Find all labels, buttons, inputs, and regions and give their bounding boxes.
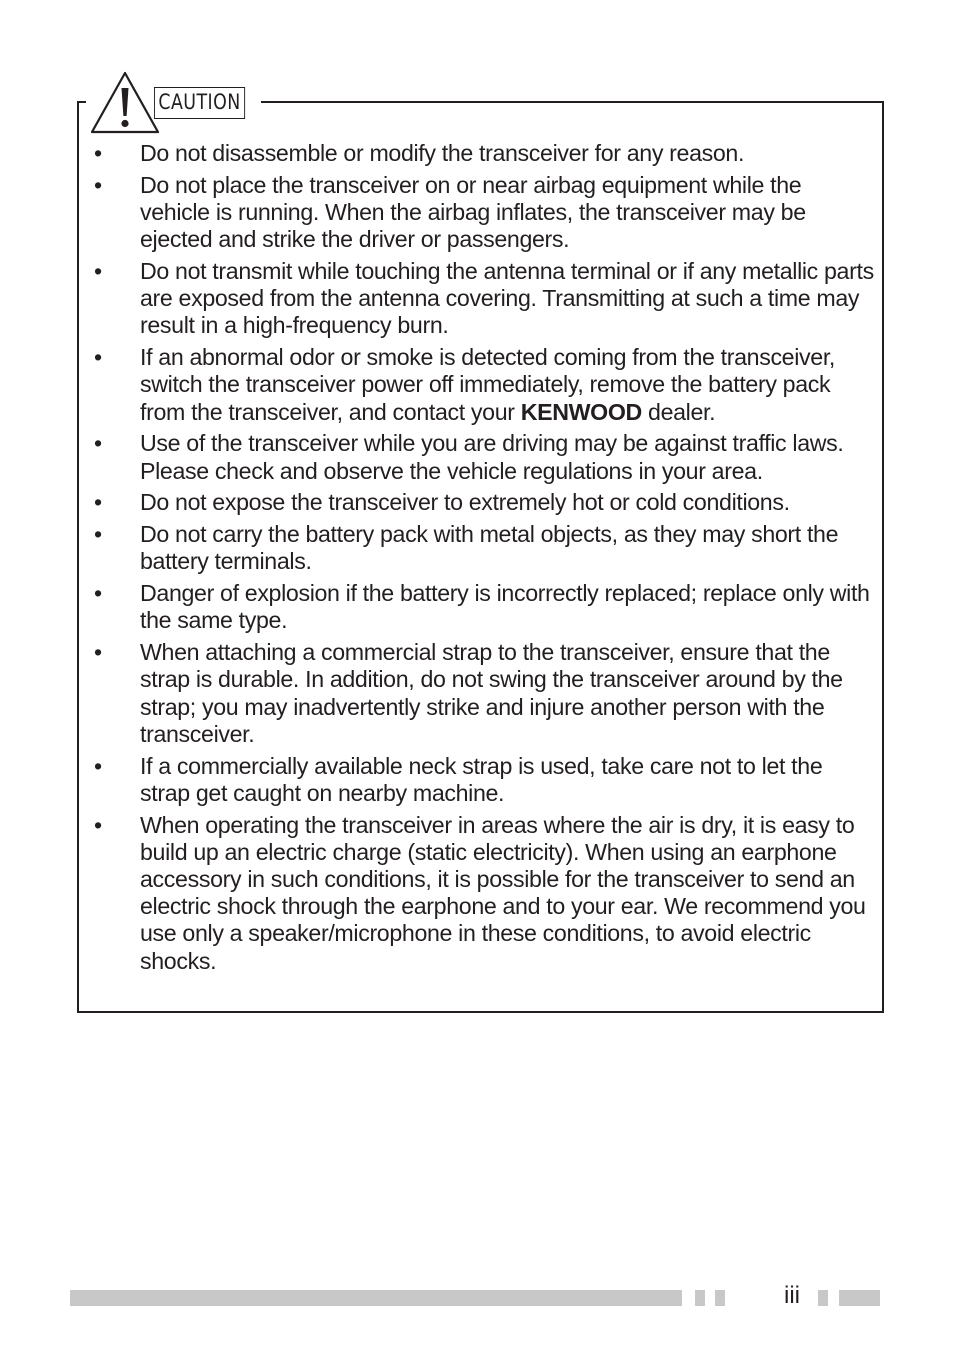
bullet-icon: • <box>94 344 102 371</box>
caution-item <box>94 430 874 484</box>
bullet-icon: • <box>94 521 102 548</box>
caution-item <box>94 639 874 748</box>
caution-item <box>94 812 874 975</box>
bullet-icon: • <box>94 811 102 838</box>
caution-item-text: If a commercially available neck strap is used, take care not to let the strap get caught on nearby machine. <box>140 752 823 806</box>
caution-item <box>94 521 874 575</box>
bullet-icon: • <box>94 140 102 166</box>
footer-bar-square <box>715 1290 725 1306</box>
caution-item-text-before: If an abnormal odor or smoke is detected coming from the transceiver, switch the transceiver power off immediately, remove the battery pack from the transceiver, and contact your <box>140 344 836 425</box>
bullet-icon: • <box>94 430 102 457</box>
bullet-icon: • <box>94 580 102 607</box>
caution-item-text: Do not carry the battery pack with metal objects, as they may short the battery terminals. <box>140 521 839 575</box>
caution-item <box>94 489 874 516</box>
caution-header <box>86 70 261 136</box>
caution-item-text <box>140 344 835 424</box>
caution-item-text: When attaching a commercial strap to the transceiver, ensure that the strap is durable. In addition, do not swing the transceiver around by the strap; you may inadvertently strike and injure another person with the transceiver. <box>140 639 843 747</box>
warning-triangle-icon <box>90 70 160 136</box>
bullet-icon: • <box>94 489 102 516</box>
caution-item <box>94 344 874 426</box>
caution-item-text: When operating the transceiver in areas where the air is dry, it is easy to build up an electric charge (static electricity). When using an earphone accessory in such conditions, it is possible for the transceiver to send an electric shock through the earphone and to your ear. We recommend you use only a speaker/microphone in these conditions, to avoid electric shocks. <box>140 811 866 974</box>
footer-bar-long <box>70 1290 682 1306</box>
bullet-icon: • <box>94 258 102 284</box>
caution-item-text: Do not place the transceiver on or near airbag equipment while the vehicle is running. When the airbag inflates, the transceiver may be ejected and strike the driver or passengers. <box>140 171 806 253</box>
caution-item <box>94 140 874 167</box>
caution-item-text: Do not expose the transceiver to extremely hot or cold conditions. <box>140 489 790 516</box>
footer-bar-short <box>839 1290 880 1306</box>
caution-label: CAUTION <box>154 87 245 119</box>
footer-bar-square <box>695 1290 705 1306</box>
caution-item <box>94 172 874 254</box>
caution-item <box>94 580 874 634</box>
bullet-icon: • <box>94 752 102 779</box>
caution-item-text: Danger of explosion if the battery is incorrectly replaced; replace only with the same type. <box>140 580 870 634</box>
bullet-icon: • <box>94 639 102 666</box>
caution-item-text: Do not transmit while touching the antenna terminal or if any metallic parts are exposed from the antenna covering. Transmitting at such a time may result in a high-frequency burn. <box>140 258 874 339</box>
footer-bar-square <box>818 1290 828 1306</box>
caution-item-text-after: dealer. <box>641 398 716 425</box>
page-number: iii <box>784 1282 800 1309</box>
caution-item-text: Do not disassemble or modify the transceiver for any reason. <box>140 140 745 166</box>
caution-item-text: Use of the transceiver while you are driving may be against traffic laws. Please check and observe the vehicle regulations in your area. <box>140 430 844 484</box>
caution-list <box>94 140 874 979</box>
caution-item <box>94 258 874 340</box>
brand-name: KENWOOD <box>520 398 642 425</box>
bullet-icon: • <box>94 171 102 198</box>
caution-item <box>94 753 874 807</box>
